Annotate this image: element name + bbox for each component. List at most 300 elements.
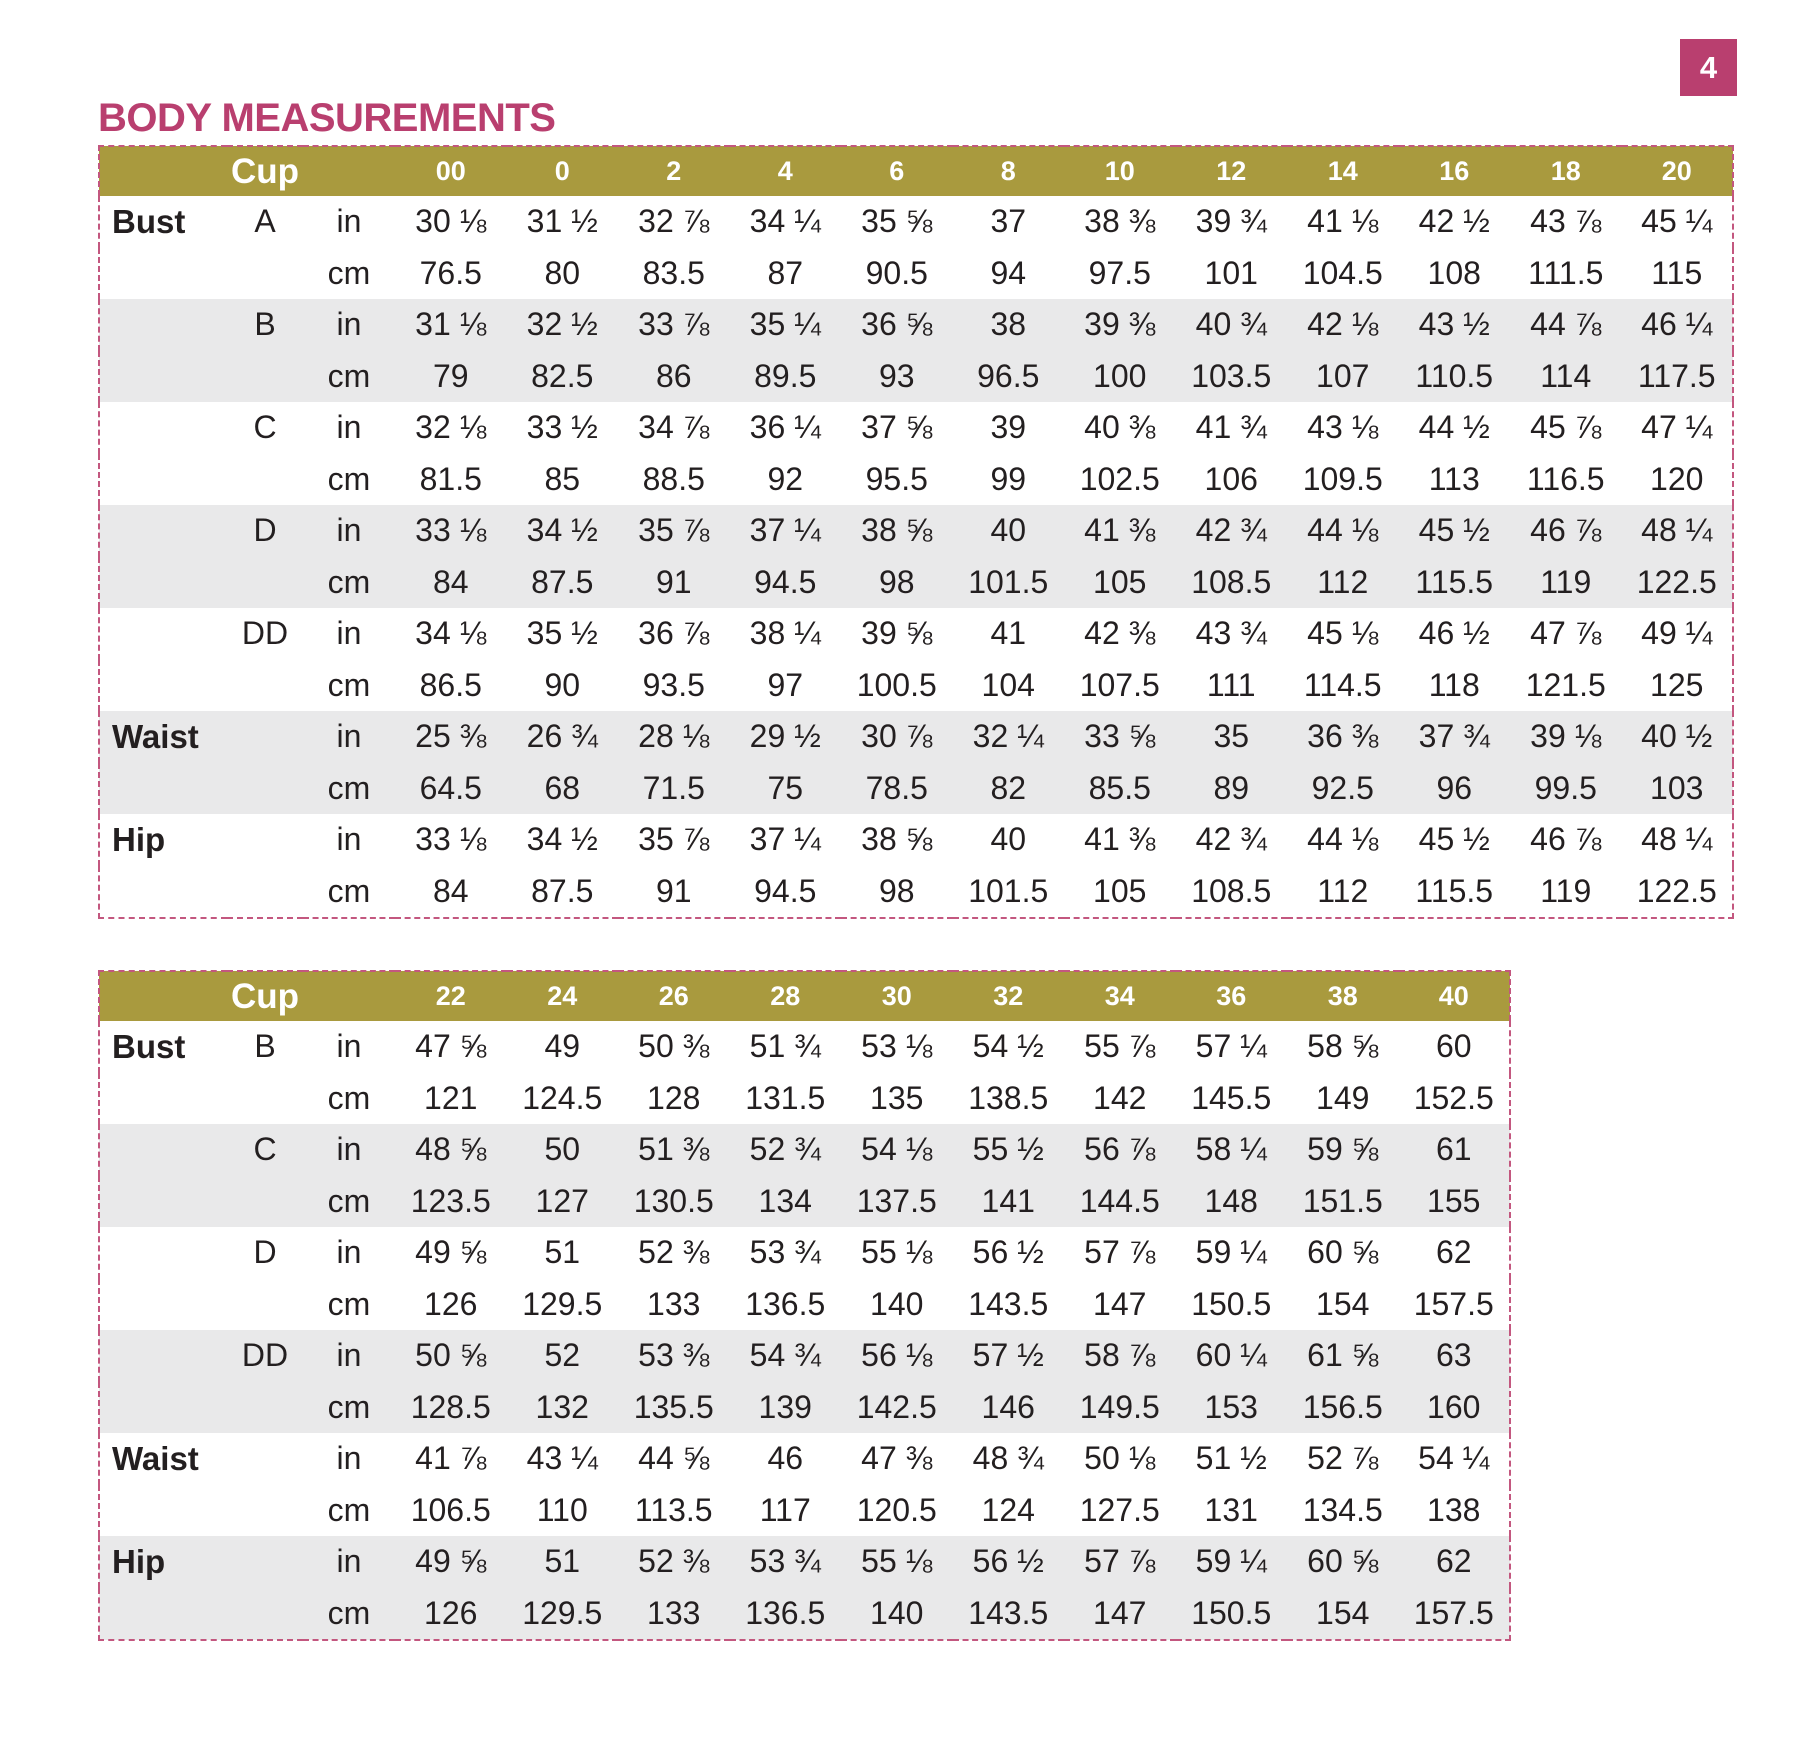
measurement-value: 160 — [1427, 1388, 1481, 1425]
measurement-value: 34 ½ — [526, 821, 598, 858]
measurement-value: 43 ⅛ — [1307, 409, 1379, 446]
unit-label: cm — [327, 1079, 371, 1116]
measurement-value: 40 ¾ — [1195, 306, 1267, 343]
measurement-value: 87.5 — [531, 872, 594, 909]
size-header: 8 — [1000, 156, 1016, 186]
cup-size-label — [227, 711, 303, 763]
measurement-label — [99, 1279, 227, 1331]
measurement-label — [99, 1485, 227, 1537]
measurement-value: 96 — [1436, 769, 1473, 806]
measurements-table-large-sizes — [98, 970, 1511, 1641]
measurement-value: 137.5 — [856, 1182, 937, 1219]
measurement-value: 115 — [1651, 254, 1703, 291]
measurement-value: 38 ¼ — [749, 615, 821, 652]
size-header: 2 — [666, 156, 682, 186]
measurement-value: 33 ⅛ — [415, 512, 487, 549]
measurement-value: 46 — [767, 1440, 804, 1477]
measurement-value: 94 — [990, 254, 1027, 291]
measurement-value: 44 ⅛ — [1307, 821, 1379, 858]
measurement-value: 136.5 — [745, 1285, 826, 1322]
unit-label: cm — [327, 769, 371, 806]
size-header: 6 — [889, 156, 905, 186]
measurement-value: 79 — [432, 357, 469, 394]
measurement-value: 105 — [1093, 872, 1147, 909]
measurement-value: 35 ⅝ — [861, 203, 933, 240]
size-header: 10 — [1104, 156, 1135, 186]
measurement-value: 45 ⅛ — [1307, 615, 1379, 652]
unit-label: cm — [327, 563, 371, 600]
measurement-value: 50 ⅛ — [1084, 1440, 1156, 1477]
cup-size-label — [227, 763, 303, 815]
measurement-value: 110 — [536, 1491, 588, 1528]
table-row — [99, 1176, 1510, 1228]
measurement-value: 52 — [544, 1337, 581, 1374]
measurement-value: 115.5 — [1415, 563, 1494, 600]
measurement-value: 46 ¼ — [1641, 306, 1713, 343]
measurement-value: 123.5 — [410, 1182, 491, 1219]
measurement-label — [99, 1588, 227, 1641]
unit-label: in — [336, 203, 362, 240]
measurement-label: Bust — [112, 202, 186, 240]
measurement-label — [99, 454, 227, 506]
measurement-value: 133 — [647, 1594, 701, 1631]
measurement-value: 53 ⅛ — [861, 1028, 933, 1065]
measurement-value: 71.5 — [642, 769, 705, 806]
measurement-value: 39 ⅛ — [1530, 718, 1602, 755]
measurement-value: 76.5 — [419, 254, 482, 291]
unit-label: in — [336, 1543, 362, 1580]
measurement-value: 35 ⅞ — [638, 821, 710, 858]
measurement-label — [99, 402, 227, 454]
size-header: 24 — [547, 981, 578, 1011]
measurement-value: 100 — [1093, 357, 1147, 394]
measurement-value: 40 ⅜ — [1084, 409, 1156, 446]
size-header: 18 — [1550, 156, 1581, 186]
measurement-value: 157.5 — [1413, 1285, 1494, 1322]
measurement-value: 40 — [990, 821, 1027, 858]
measurement-label: Hip — [112, 820, 166, 858]
measurement-value: 106.5 — [410, 1491, 491, 1528]
measurement-value: 59 ¼ — [1195, 1543, 1267, 1580]
measurement-value: 48 ¼ — [1641, 512, 1713, 549]
measurement-value: 52 ¾ — [749, 1131, 821, 1168]
measurement-label — [99, 299, 227, 351]
size-header: 36 — [1216, 981, 1247, 1011]
size-header: 40 — [1438, 981, 1469, 1011]
measurement-value: 43 ¾ — [1195, 615, 1267, 652]
measurement-value: 47 ⅜ — [861, 1440, 933, 1477]
measurement-value: 56 ⅞ — [1084, 1131, 1156, 1168]
unit-column-header — [303, 971, 395, 1021]
measurement-value: 98 — [878, 563, 915, 600]
measurement-value: 60 ⅝ — [1307, 1234, 1379, 1271]
measurement-value: 120 — [1650, 460, 1704, 497]
measurement-value: 134 — [758, 1182, 812, 1219]
measurement-value: 152.5 — [1413, 1079, 1494, 1116]
measurement-value: 82.5 — [531, 357, 594, 394]
measurement-value: 83.5 — [642, 254, 705, 291]
measurement-value: 144.5 — [1079, 1182, 1160, 1219]
measurement-value: 44 ⅝ — [638, 1440, 710, 1477]
unit-label: in — [336, 409, 362, 446]
measurement-value: 30 ⅞ — [861, 718, 933, 755]
measurement-value: 96.5 — [977, 357, 1040, 394]
measurement-value: 108.5 — [1191, 872, 1272, 909]
measurement-value: 35 ¼ — [749, 306, 821, 343]
measurement-value: 31 ½ — [526, 203, 598, 240]
size-header: 30 — [881, 981, 912, 1011]
measurement-value: 134.5 — [1302, 1491, 1383, 1528]
unit-label: cm — [327, 872, 371, 909]
measurement-value: 44 ⅛ — [1307, 512, 1379, 549]
measurement-value: 37 ⅝ — [861, 409, 933, 446]
measurement-value: 128.5 — [410, 1388, 491, 1425]
table-row — [99, 1124, 1510, 1176]
measurement-value: 78.5 — [865, 769, 928, 806]
table-row — [99, 866, 1733, 919]
measurement-label — [99, 763, 227, 815]
size-header: 26 — [658, 981, 689, 1011]
measurement-label — [99, 1382, 227, 1434]
measurement-value: 149.5 — [1079, 1388, 1160, 1425]
measurement-value: 97.5 — [1088, 254, 1151, 291]
measurement-value: 121.5 — [1525, 666, 1606, 703]
measurement-value: 100.5 — [856, 666, 937, 703]
unit-label: in — [336, 306, 362, 343]
unit-label: cm — [327, 1182, 371, 1219]
measurement-value: 42 ¾ — [1195, 821, 1267, 858]
table-row — [99, 1588, 1510, 1641]
measurement-label — [99, 505, 227, 557]
measurement-value: 30 ⅛ — [415, 203, 487, 240]
measurement-value: 117.5 — [1637, 357, 1716, 394]
measurement-value: 145.5 — [1191, 1079, 1272, 1116]
measurements-table-small-sizes — [98, 145, 1734, 919]
measurement-value: 41 ⅛ — [1307, 203, 1379, 240]
measurement-value: 50 — [544, 1131, 581, 1168]
measurement-value: 153 — [1204, 1388, 1258, 1425]
table-row — [99, 351, 1733, 403]
measurement-value: 54 ¼ — [1418, 1440, 1490, 1477]
measurement-value: 55 ⅛ — [861, 1234, 933, 1271]
measurement-value: 42 ⅜ — [1084, 615, 1156, 652]
measurement-value: 99 — [990, 460, 1027, 497]
measurement-value: 54 ⅛ — [861, 1131, 933, 1168]
measurement-value: 41 — [990, 615, 1027, 652]
measurement-value: 36 ⅜ — [1307, 718, 1379, 755]
measurement-value: 92 — [767, 460, 804, 497]
measurement-value: 52 ⅞ — [1307, 1440, 1379, 1477]
measurement-value: 40 — [990, 512, 1027, 549]
measurement-value: 101.5 — [968, 563, 1049, 600]
measurement-value: 45 ½ — [1418, 512, 1490, 549]
unit-label: cm — [327, 666, 371, 703]
unit-label: in — [336, 1337, 362, 1374]
measurement-value: 55 ⅞ — [1084, 1028, 1156, 1065]
size-header: 12 — [1216, 156, 1247, 186]
measurement-value: 31 ⅛ — [415, 306, 487, 343]
measurement-value: 103.5 — [1191, 357, 1272, 394]
measurement-value: 139 — [758, 1388, 812, 1425]
page-title: BODY MEASUREMENTS — [98, 96, 556, 140]
measurement-value: 113.5 — [634, 1491, 713, 1528]
measurement-value: 34 ½ — [526, 512, 598, 549]
measurement-value: 51 — [544, 1234, 581, 1271]
cup-column-header: Cup — [230, 976, 300, 1016]
size-header: 14 — [1327, 156, 1358, 186]
measurement-value: 108.5 — [1191, 563, 1272, 600]
measurement-value: 86 — [655, 357, 692, 394]
measurement-value: 60 ¼ — [1195, 1337, 1267, 1374]
cup-size-label: DD — [241, 615, 289, 652]
measurement-value: 119 — [1540, 872, 1592, 909]
measurement-value: 112 — [1317, 563, 1369, 600]
measurement-value: 126 — [424, 1594, 478, 1631]
measurement-value: 34 ⅞ — [638, 409, 710, 446]
cup-size-label — [227, 1382, 303, 1434]
header-row — [99, 971, 1510, 1021]
measurement-value: 92.5 — [1311, 769, 1374, 806]
measurement-value: 45 ⅞ — [1530, 409, 1602, 446]
table-row — [99, 1073, 1510, 1125]
measurement-label — [99, 1227, 227, 1279]
measurement-value: 156.5 — [1302, 1388, 1383, 1425]
measurement-value: 54 ¾ — [749, 1337, 821, 1374]
measurement-value: 143.5 — [968, 1285, 1049, 1322]
measurement-value: 46 ⅞ — [1530, 821, 1602, 858]
measurement-value: 45 ½ — [1418, 821, 1490, 858]
measurement-value: 94.5 — [754, 872, 817, 909]
measurement-value: 36 ⅝ — [861, 306, 933, 343]
measurement-value: 47 ⅝ — [415, 1028, 487, 1065]
measurement-value: 138.5 — [968, 1079, 1049, 1116]
cup-size-label — [227, 351, 303, 403]
measurement-value: 87 — [767, 254, 804, 291]
measurement-value: 124 — [981, 1491, 1035, 1528]
measurement-value: 101.5 — [968, 872, 1049, 909]
table-row — [99, 711, 1733, 763]
measurement-value: 37 — [990, 203, 1027, 240]
measurement-value: 48 ¾ — [972, 1440, 1044, 1477]
measurement-value: 75 — [767, 769, 804, 806]
measurement-value: 131.5 — [745, 1079, 826, 1116]
measurement-value: 93 — [878, 357, 915, 394]
measurement-value: 57 ⅞ — [1084, 1234, 1156, 1271]
measurement-value: 59 ⅝ — [1307, 1131, 1379, 1168]
measurement-value: 149 — [1316, 1079, 1370, 1116]
measurement-value: 91 — [655, 563, 692, 600]
page-number-badge: 4 — [1680, 39, 1737, 96]
table-row — [99, 1279, 1510, 1331]
measurement-value: 88.5 — [642, 460, 705, 497]
measurement-value: 56 ½ — [972, 1234, 1044, 1271]
measurement-value: 62 — [1435, 1543, 1472, 1580]
measurement-value: 146 — [981, 1388, 1035, 1425]
measurement-value: 49 ⅝ — [415, 1543, 487, 1580]
measurement-value: 38 ⅝ — [861, 512, 933, 549]
measurement-value: 42 ½ — [1418, 203, 1490, 240]
measurement-value: 81.5 — [419, 460, 482, 497]
measurement-value: 41 ⅞ — [415, 1440, 487, 1477]
measurement-value: 36 ¼ — [749, 409, 821, 446]
measurement-label — [99, 660, 227, 712]
measurement-value: 141 — [981, 1182, 1035, 1219]
measurement-value: 51 ⅜ — [638, 1131, 710, 1168]
measurement-value: 150.5 — [1191, 1594, 1272, 1631]
measurement-value: 43 ½ — [1418, 306, 1490, 343]
table-row — [99, 299, 1733, 351]
measurement-value: 122.5 — [1636, 872, 1717, 909]
measurement-value: 111 — [1206, 666, 1256, 703]
table-row — [99, 1433, 1510, 1485]
measurement-value: 32 ⅞ — [638, 203, 710, 240]
cup-size-label — [227, 1279, 303, 1331]
measurement-value: 90 — [544, 666, 581, 703]
measurement-value: 47 ⅞ — [1530, 615, 1602, 652]
cup-size-label — [227, 1588, 303, 1641]
table-row — [99, 660, 1733, 712]
cup-size-label — [227, 1433, 303, 1485]
measurement-value: 33 ⅝ — [1084, 718, 1156, 755]
measurement-value: 115.5 — [1415, 872, 1494, 909]
measurement-label — [99, 1330, 227, 1382]
unit-label: cm — [327, 1388, 371, 1425]
measurement-value: 58 ⅞ — [1084, 1337, 1156, 1374]
measurement-value: 32 ¼ — [972, 718, 1044, 755]
measurement-value: 140 — [870, 1285, 924, 1322]
measurement-value: 112 — [1317, 872, 1369, 909]
measurement-value: 39 ⅝ — [861, 615, 933, 652]
unit-label: in — [336, 1234, 362, 1271]
measurement-value: 52 ⅜ — [638, 1234, 710, 1271]
measurement-value: 57 ¼ — [1195, 1028, 1267, 1065]
measurement-value: 124.5 — [522, 1079, 603, 1116]
measurement-value: 95.5 — [865, 460, 928, 497]
unit-label: cm — [327, 1594, 371, 1631]
measurement-label: Waist — [112, 717, 199, 755]
measurement-value: 51 ½ — [1195, 1440, 1267, 1477]
unit-label: in — [336, 1131, 362, 1168]
table-row — [99, 763, 1733, 815]
size-header: 4 — [777, 156, 793, 186]
measurement-value: 37 ¾ — [1418, 718, 1490, 755]
unit-label: in — [336, 512, 362, 549]
measurement-value: 89 — [1213, 769, 1250, 806]
measurement-value: 49 ⅝ — [415, 1234, 487, 1271]
unit-label: in — [336, 1028, 362, 1065]
measurement-value: 111.5 — [1528, 254, 1604, 291]
measurement-value: 94.5 — [754, 563, 817, 600]
measurement-value: 132 — [535, 1388, 589, 1425]
measurement-value: 91 — [655, 872, 692, 909]
measurement-value: 118 — [1428, 666, 1480, 703]
measurement-value: 60 — [1435, 1028, 1472, 1065]
measurement-value: 107 — [1316, 357, 1370, 394]
table-row — [99, 1536, 1510, 1588]
measurement-value: 36 ⅞ — [638, 615, 710, 652]
cup-size-label: DD — [241, 1337, 289, 1374]
size-header: 28 — [770, 981, 801, 1011]
unit-column-header — [303, 146, 395, 196]
table-row — [99, 814, 1733, 866]
size-header: 0 — [554, 156, 570, 186]
table-row — [99, 248, 1733, 300]
measurement-value: 46 ½ — [1418, 615, 1490, 652]
measurement-value: 44 ⅞ — [1530, 306, 1602, 343]
measurement-value: 119 — [1540, 563, 1592, 600]
header-row — [99, 146, 1733, 196]
measurement-value: 106 — [1204, 460, 1258, 497]
measurement-value: 99.5 — [1534, 769, 1597, 806]
measurement-value: 104 — [981, 666, 1035, 703]
measurement-label — [99, 248, 227, 300]
measurement-value: 29 ½ — [749, 718, 821, 755]
header-blank — [99, 146, 227, 196]
measurement-label — [99, 557, 227, 609]
measurement-label — [99, 1124, 227, 1176]
measurement-value: 56 ⅛ — [861, 1337, 933, 1374]
measurement-value: 142.5 — [856, 1388, 937, 1425]
measurement-value: 41 ⅜ — [1084, 821, 1156, 858]
cup-size-label — [227, 866, 303, 919]
cup-column-header: Cup — [230, 151, 300, 191]
measurement-value: 52 ⅜ — [638, 1543, 710, 1580]
measurement-value: 25 ⅜ — [415, 718, 487, 755]
measurement-value: 48 ¼ — [1641, 821, 1713, 858]
measurement-value: 93.5 — [642, 666, 705, 703]
measurement-value: 130.5 — [633, 1182, 714, 1219]
measurement-value: 55 ⅛ — [861, 1543, 933, 1580]
measurement-value: 107.5 — [1079, 666, 1160, 703]
measurement-value: 38 ⅝ — [861, 821, 933, 858]
size-header: 16 — [1439, 156, 1470, 186]
measurement-value: 129.5 — [522, 1594, 603, 1631]
measurement-value: 85.5 — [1088, 769, 1151, 806]
table-row — [99, 505, 1733, 557]
measurement-value: 51 — [544, 1543, 581, 1580]
measurement-value: 37 ¼ — [749, 512, 821, 549]
measurement-value: 114.5 — [1303, 666, 1382, 703]
measurement-value: 126 — [424, 1285, 478, 1322]
unit-label: in — [336, 1440, 362, 1477]
measurement-value: 135.5 — [633, 1388, 714, 1425]
measurement-value: 84 — [432, 563, 469, 600]
measurement-value: 136.5 — [745, 1594, 826, 1631]
measurement-value: 131 — [1204, 1491, 1258, 1528]
measurement-value: 110.5 — [1415, 357, 1494, 394]
measurement-value: 42 ⅛ — [1307, 306, 1379, 343]
table-row — [99, 402, 1733, 454]
measurement-value: 33 ⅛ — [415, 821, 487, 858]
table-row — [99, 1382, 1510, 1434]
size-header: 22 — [435, 981, 466, 1011]
measurement-value: 151.5 — [1302, 1182, 1383, 1219]
unit-label: in — [336, 718, 362, 755]
measurement-value: 140 — [870, 1594, 924, 1631]
measurement-value: 59 ¼ — [1195, 1234, 1267, 1271]
measurement-value: 44 ½ — [1418, 409, 1490, 446]
measurement-value: 84 — [432, 872, 469, 909]
size-header: 20 — [1661, 156, 1692, 186]
measurement-value: 133 — [647, 1285, 701, 1322]
measurement-value: 53 ¾ — [749, 1234, 821, 1271]
measurement-value: 39 ⅜ — [1084, 306, 1156, 343]
table-row — [99, 1021, 1510, 1073]
measurement-value: 43 ¼ — [526, 1440, 598, 1477]
measurement-value: 125 — [1650, 666, 1704, 703]
table-row — [99, 1227, 1510, 1279]
table-row — [99, 1485, 1510, 1537]
